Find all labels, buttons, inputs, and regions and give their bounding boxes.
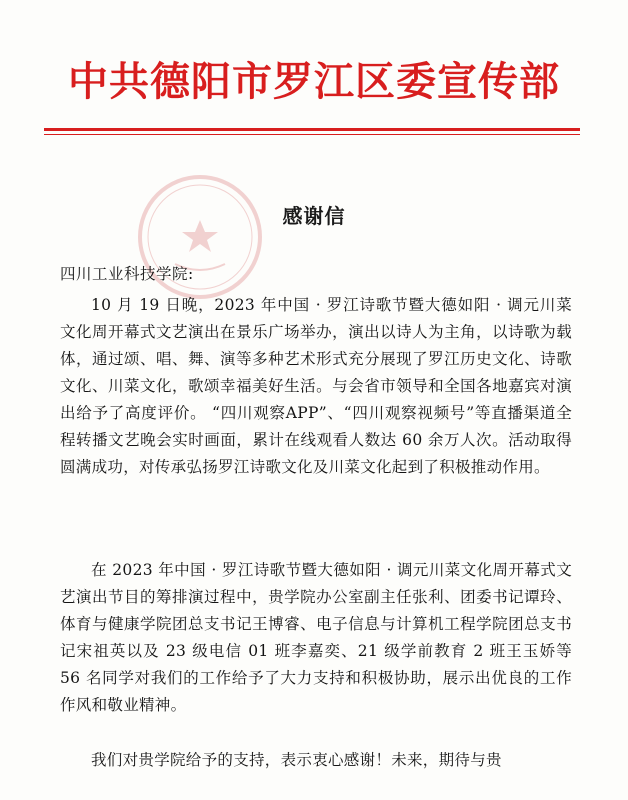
- body-paragraph-2: 在 2023 年中国 · 罗江诗歌节暨大德如阳 · 调元川菜文化周开幕式文艺演出节目的筹排演过程中，贵学院办公室副主任张利、团委书记谭玲、体育与健康学院团总支书记王博睿、电子信息与计算机工程学院团总支书记宋祖英以及 23 级电信 01 班李嘉奕、21 级学前教育 2 班王玉娇等 56 名同学对我们的工作给予了大力支持和积极协助，展示出优良的工作作风和敬业精神。: [60, 561, 572, 714]
- letter-title: 感谢信: [282, 204, 346, 228]
- letterhead-title: 中共德阳市罗江区委宣传部: [68, 59, 560, 105]
- letterhead-rule-thin: [44, 134, 580, 135]
- body-paragraph-3: 我们对贵学院给予的支持，表示衷心感谢！未来，期待与贵: [91, 751, 502, 769]
- salutation: 四川工业科技学院:: [60, 265, 194, 283]
- letterhead-rule-thick: [44, 128, 580, 131]
- body-paragraph-1: 10 月 19 日晚，2023 年中国 · 罗江诗歌节暨大德如阳 · 调元川菜文化周开幕式文艺演出在景乐广场举办，演出以诗人为主角，以诗歌为载体，通过颂、唱、舞、演等多种艺术形式充分展现了罗江历史文化、诗歌文化、川菜文化，歌颂幸福美好生活。与会省市领导和全国各地嘉宾对演出给予了高度评价。 “四川观察APP”、“四川观察视频号”等直播渠道全程转播文艺晚会实时画面，累计在线观看人数达 60 余万人次。活动取得圆满成功，对传承弘扬罗江诗歌文化及川菜文化起到了积极推动作用。: [60, 296, 572, 476]
